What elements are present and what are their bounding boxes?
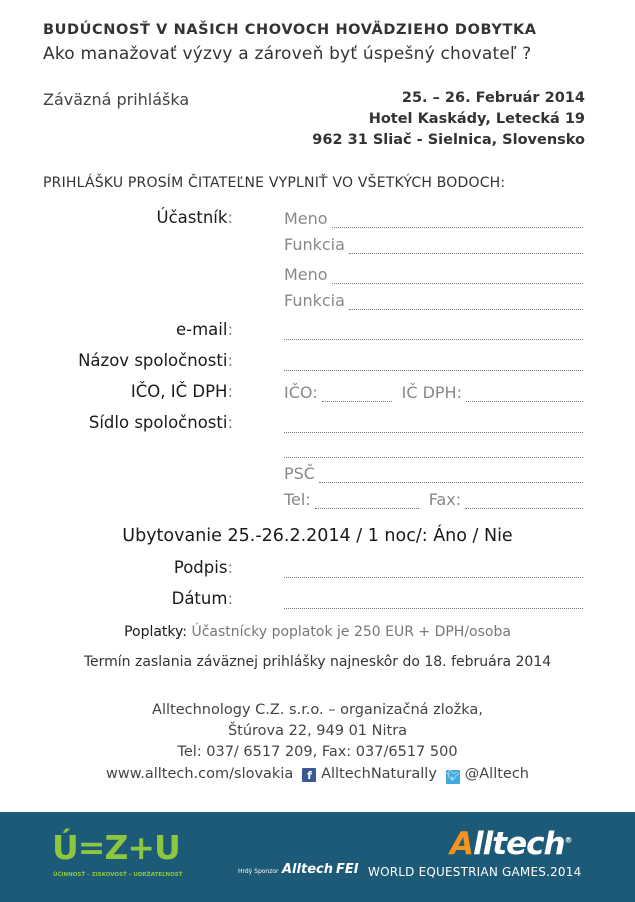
contact-street: Štúrova 22, 949 01 Nitra — [227, 723, 408, 739]
alltech-logo-mark: A — [450, 826, 473, 862]
deadline-text: Termín zaslania záväznej prihlášky najneskôr do 18. februára 2014 — [83, 654, 552, 670]
uzu-tagline: ÚČINNOSŤ – ZISKOVOSŤ – UDRŽATEĽNOSŤ — [53, 872, 183, 878]
facebook-icon: f — [302, 768, 316, 782]
fees-text: Účastnícky poplatok je 250 EUR + DPH/osoba — [191, 624, 511, 640]
email-label: e-mail: — [175, 320, 233, 339]
contact-web-line — [0, 766, 635, 784]
event-venue: Hotel Kaskády, Letecká 19 — [368, 111, 585, 127]
company-name-field[interactable] — [284, 351, 583, 371]
fei-logo: FEI — [336, 862, 359, 877]
psc-label: PSČ — [284, 464, 315, 483]
function-label: Funkcia — [284, 291, 345, 310]
participant2-name-field[interactable] — [284, 264, 583, 284]
form-type: Záväzná prihláška — [43, 90, 190, 109]
function-label: Funkcia — [284, 235, 345, 254]
alltech-logo: Alltech® — [450, 826, 572, 862]
psc-field[interactable] — [284, 463, 583, 483]
ico-field-label: IČO: — [284, 383, 318, 402]
fees-line — [0, 624, 635, 640]
sponsor-brand: Alltech — [282, 862, 333, 877]
event-title: BUDÚCNOSŤ V NAŠICH CHOVOCH HOVÄDZIEHO DOBYTKA — [43, 22, 537, 38]
company-name-label: Názov spoločnosti: — [78, 351, 233, 370]
participant2-function-field[interactable] — [284, 290, 583, 310]
contact-company: Alltechnology C.Z. s.r.o. – organizačná zložka, — [152, 702, 483, 718]
facebook-link[interactable]: AlltechNaturally — [321, 766, 437, 782]
participant1-function-field[interactable] — [284, 234, 583, 254]
twitter-link[interactable]: @Alltech — [464, 766, 529, 782]
name-label: Meno — [284, 209, 328, 228]
footer-band — [0, 812, 635, 902]
uzu-logo: Ú=Z+U — [52, 828, 180, 867]
ico-field[interactable] — [284, 382, 583, 402]
address-label: Sídlo spoločnosti: — [88, 413, 233, 432]
participant1-name-field[interactable] — [284, 208, 583, 228]
form-instruction: PRIHLÁŠKU PROSÍM ČITATEĽNE VYPLNIŤ VO VŠETKÝCH BODOCH: — [43, 175, 506, 191]
address-field-2[interactable] — [284, 438, 583, 458]
sponsor-prefix: Hrdý Sponzor — [238, 868, 279, 875]
fax-label: Fax: — [428, 490, 462, 509]
name-label: Meno — [284, 265, 328, 284]
signature-field[interactable] — [284, 558, 583, 578]
date-field[interactable] — [284, 589, 583, 609]
tel-fax-field[interactable] — [284, 489, 583, 509]
participant-label: Účastník: — [156, 208, 233, 227]
email-field[interactable] — [284, 320, 583, 340]
event-date: 25. – 26. Február 2014 — [401, 90, 585, 106]
fees-label: Poplatky: — [124, 624, 188, 640]
twitter-icon: 🐦︎ — [446, 771, 460, 782]
icdph-field-label: IČ DPH: — [401, 383, 462, 402]
tel-label: Tel: — [284, 490, 311, 509]
website-link[interactable]: www.alltech.com/slovakia — [105, 766, 294, 782]
signature-label: Podpis: — [173, 558, 233, 577]
event-city: 962 31 Sliač - Sielnica, Slovensko — [312, 132, 585, 148]
contact-phone: Tel: 037/ 6517 209, Fax: 037/6517 500 — [177, 744, 458, 760]
event-subtitle: Ako manažovať výzvy a zároveň byť úspešný chovateľ ? — [43, 44, 532, 64]
address-field-1[interactable] — [284, 413, 583, 433]
date-label: Dátum: — [171, 589, 233, 608]
ico-label: IČO, IČ DPH: — [130, 382, 233, 401]
accommodation-line[interactable]: Ubytovanie 25.-26.2.2014 / 1 noc/: Áno / Nie — [122, 526, 513, 546]
games-text: WORLD EQUESTRIAN GAMES.2014 — [368, 865, 582, 879]
